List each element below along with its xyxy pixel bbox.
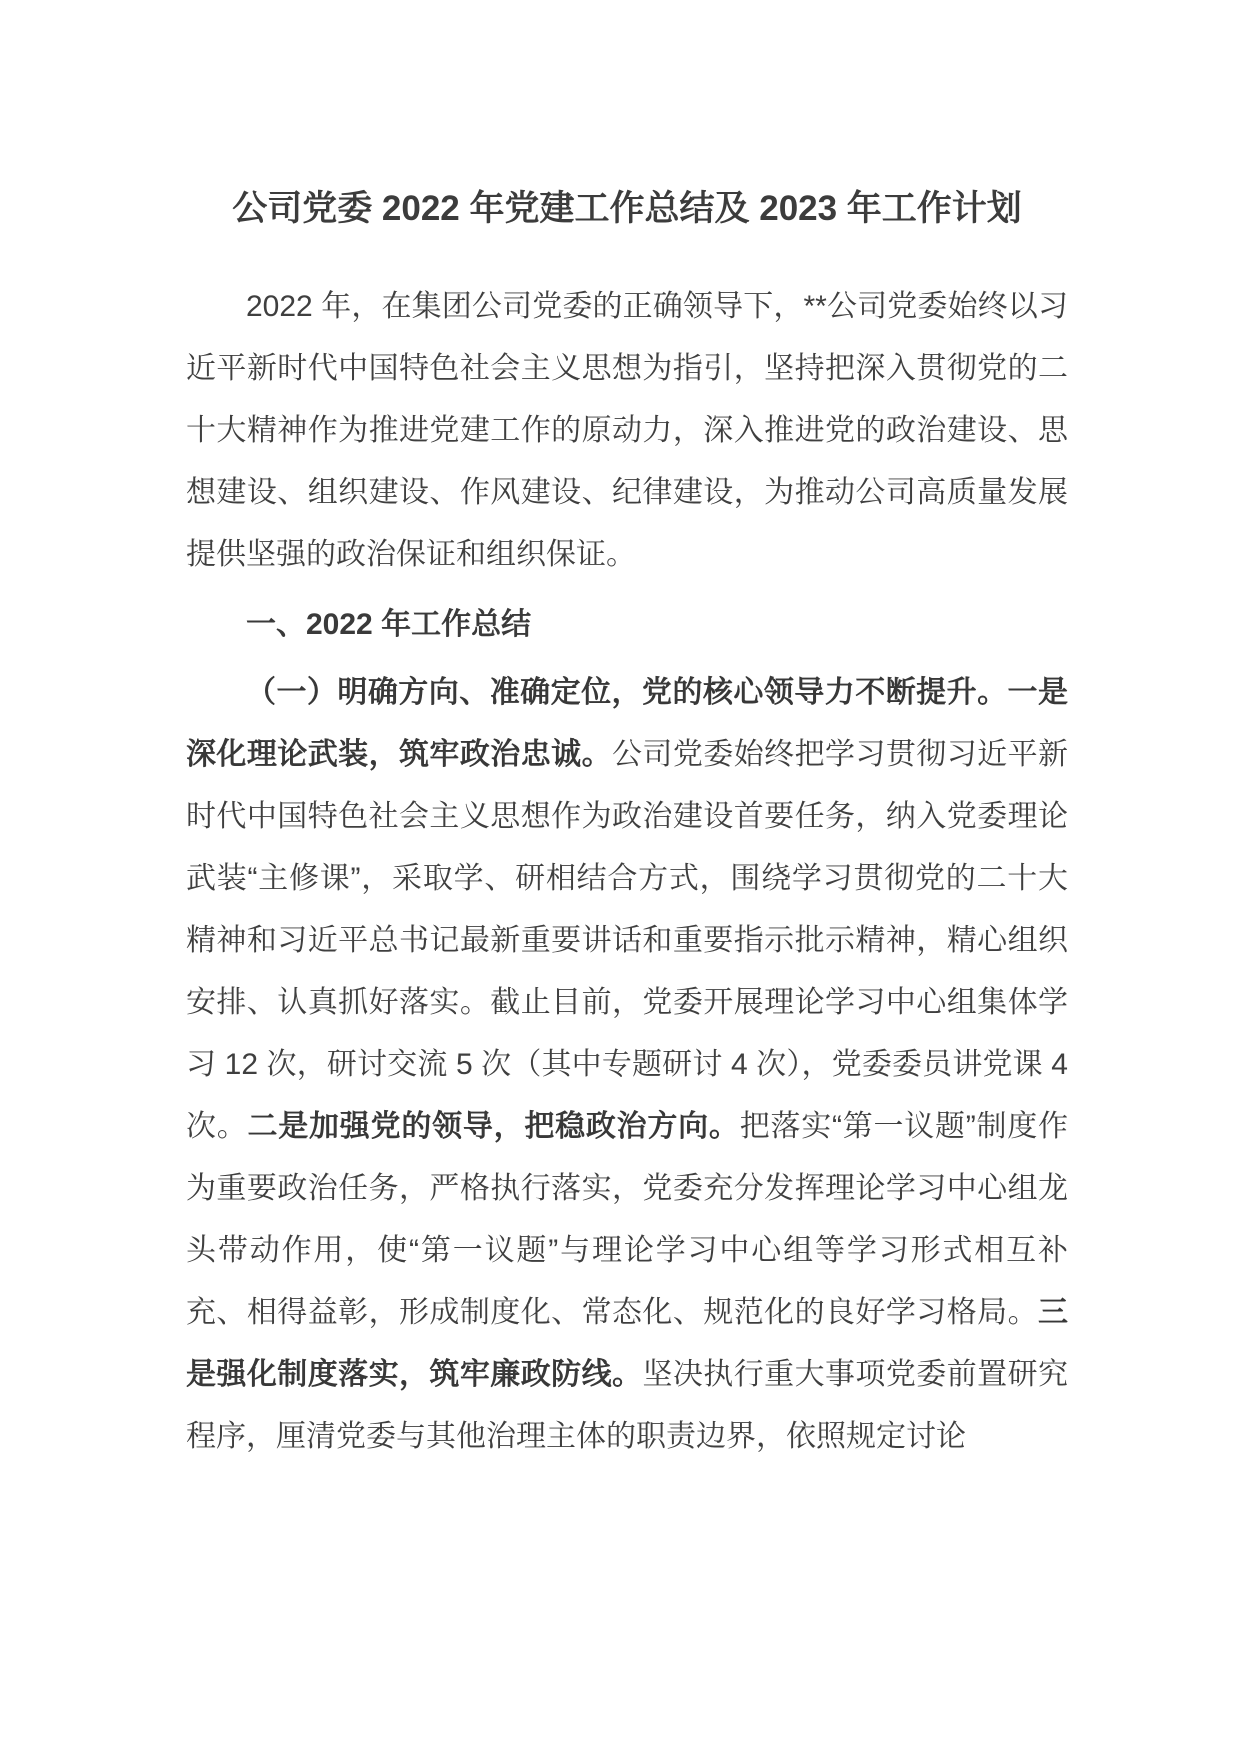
intro-paragraph: 2022 年，在集团公司党委的正确领导下，**公司党委始终以习近平新时代中国特色社会主义思想为指引，坚持把深入贯彻党的二十大精神作为推进党建工作的原动力，深入推进党的政治建设、思想建设、组织建设、作风建设、纪律建设，为推动公司高质量发展提供坚强的政治保证和组织保证。	[186, 290, 1068, 571]
section-heading-2022-summary: 一、2022 年工作总结	[246, 608, 532, 641]
document-title: 公司党委 2022 年党建工作总结及 2023 年工作计划	[232, 189, 1022, 228]
bold-run-party-leadership: 二是加强党的领导，把稳政治方向。	[247, 1110, 740, 1143]
text-run-pre-research-procedure: 坚决执行重大事项党委前置研究程序，厘清党委与其他治理主体的职责边界，依照规定讨论	[186, 1358, 1069, 1453]
body-paragraph	[186, 662, 1068, 1468]
text-run-theory-arming: 公司党委始终把学习贯彻习近平新时代中国特色社会主义思想作为政治建设首要任务，纳入党委理论武装“主修课”，采取学、研相结合方式，围绕学习贯彻党的二十大精神和习近平总书记最新重要讲话和重要指示批示精神，精心组织安排、认真抓好落实。截止目前，党委开展理论学习中心组集体学习 12 次，研讨交流 5 次（其中专题研讨 4 次），党委委员讲党课 4 次。	[186, 738, 1068, 1143]
bold-run-direction-positioning: （一）明确方向、准确定位，党的核心领导力不断提升。一是深化理论武装，筑牢政治忠诚。	[186, 676, 1068, 771]
text-run-first-topic-system: 把落实“第一议题”制度作为重要政治任务，严格执行落实，党委充分发挥理论学习中心组龙头带动作用，使“第一议题”与理论学习中心组等学习形式相互补充、相得益彰，形成制度化、常态化、规范化的良好学习格局。	[186, 1110, 1069, 1329]
bold-run-system-implementation: 三是强化制度落实，筑牢廉政防线。	[186, 1296, 1068, 1391]
